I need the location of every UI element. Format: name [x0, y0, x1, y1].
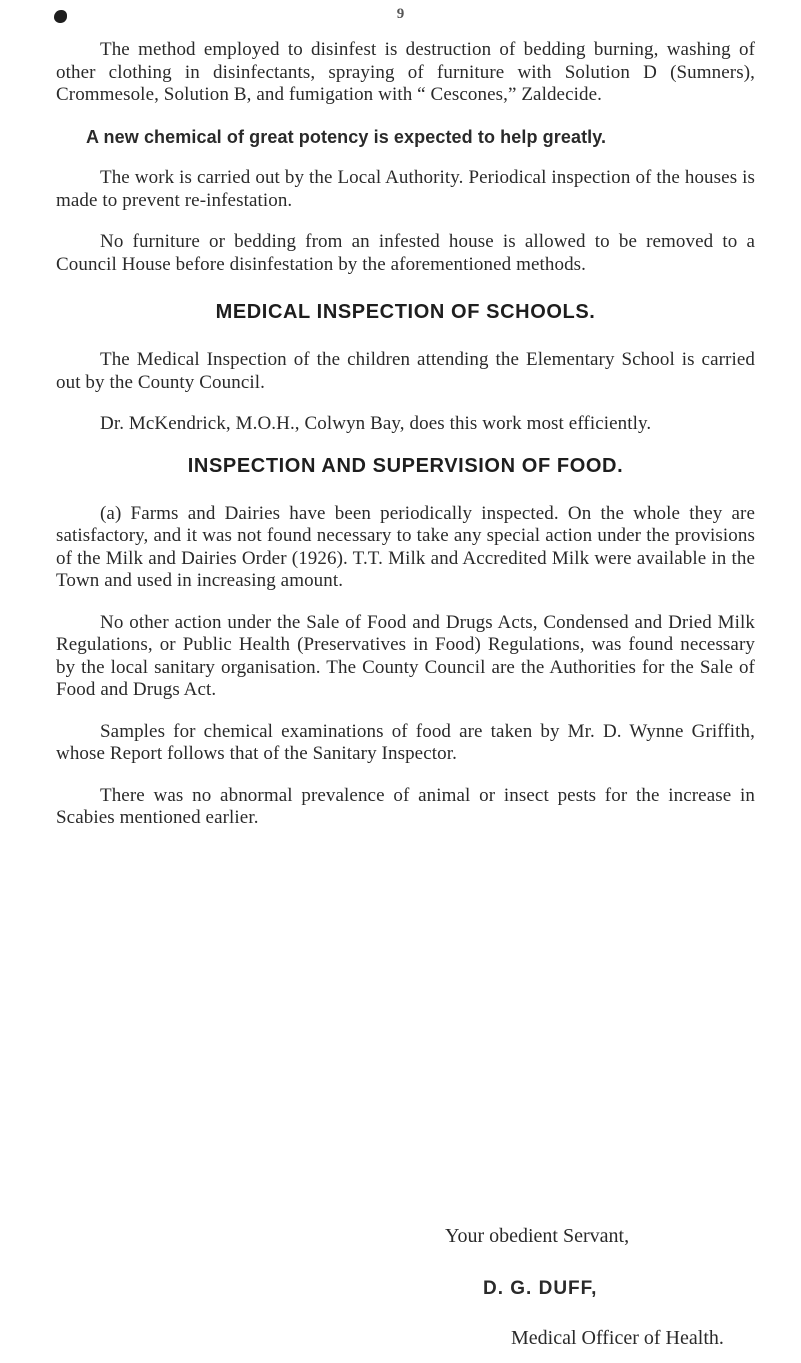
paragraph-farms-dairies: (a) Farms and Dairies have been periodically inspected. On the whole they are satisfactory, and it was not found necessary to take any special action under the provisions of the Milk and Dairies Order (1926). T.T. Milk and Accredited Milk were available in the Town and used in increasing amount. [56, 502, 755, 591]
paragraph-pests: There was no abnormal prevalence of animal or insect pests for the increase in Scabies mentioned earlier. [56, 784, 755, 828]
signatory-name: D. G. DUFF, [483, 1278, 598, 1299]
paragraph-school-inspection: The Medical Inspection of the children attending the Elementary School is carried out by the County Council. [56, 349, 755, 393]
page-number: 9 [396, 6, 405, 22]
closing-salutation: Your obedient Servant, [445, 1225, 630, 1247]
paragraph-samples: Samples for chemical examinations of food are taken by Mr. D. Wynne Griffith, whose Report follows that of the Sanitary Inspector. [56, 720, 755, 764]
signatory-title: Medical Officer of Health. [511, 1327, 724, 1349]
paragraph-no-other-action: No other action under the Sale of Food and Drugs Acts, Condensed and Dried Milk Regulations, or Public Health (Preservatives in Food) Regulations, was found necessary by the local sanitary organisation. The County Council are the Authorities for the Sale of Food and Drugs Act. [56, 611, 755, 700]
paragraph-dr-mckendrick: Dr. McKendrick, M.O.H., Colwyn Bay, does this work most efficiently. [100, 413, 652, 434]
paragraph-furniture-bedding: No furniture or bedding from an infested house is allowed to be removed to a Council House before disinfestation by the aforementioned methods. [56, 231, 755, 275]
paragraph-new-chemical: A new chemical of great potency is expected to help greatly. [86, 126, 607, 147]
heading-food-inspection: INSPECTION AND SUPERVISION OF FOOD. [187, 454, 624, 477]
heading-medical-inspection-schools: MEDICAL INSPECTION OF SCHOOLS. [215, 301, 596, 323]
document-body [56, 39, 755, 830]
paragraph-local-authority: The work is carried out by the Local Authority. Periodical inspection of the houses is made to prevent re-infestation. [56, 167, 755, 211]
paragraph-disinfestation-method: The method employed to disinfest is destruction of bedding burning, washing of other clothing in disinfectants, spraying of furniture with Solution D (Sumners), Crommesole, Solution B, and fumigation with “ Cescones,” Zaldecide. [56, 39, 755, 105]
